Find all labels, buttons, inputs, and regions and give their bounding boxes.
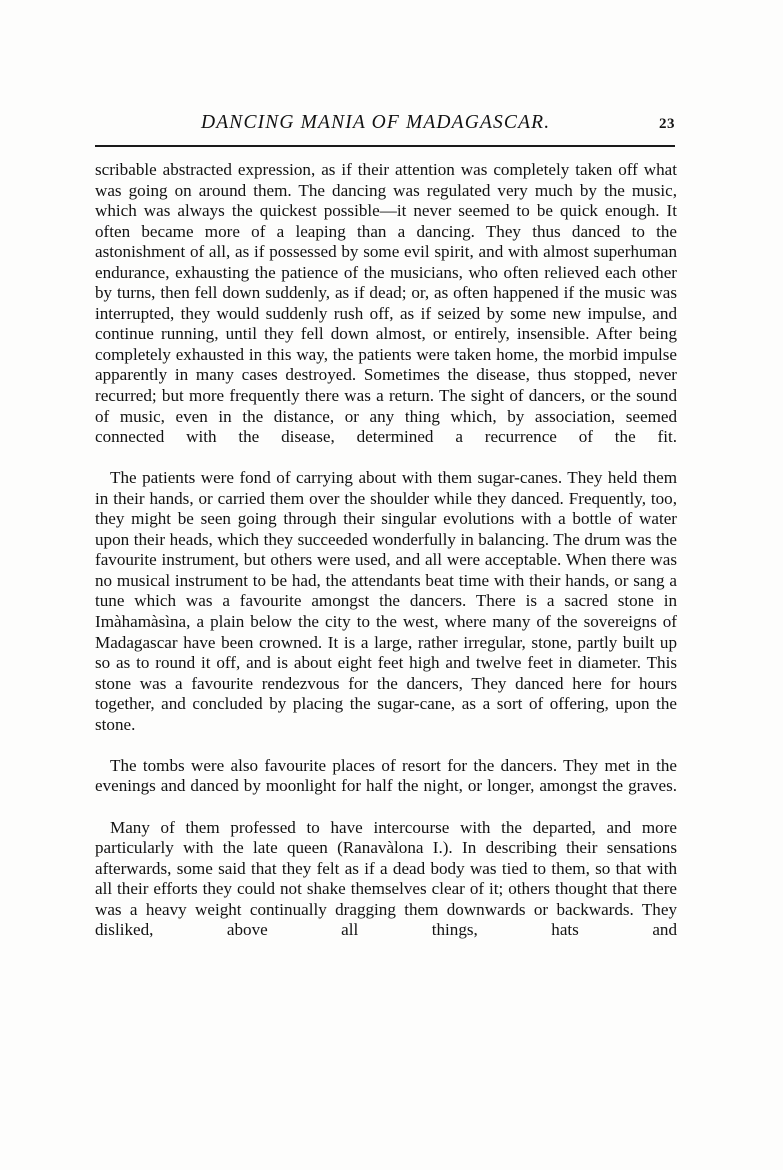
page-header [95,112,677,147]
header-row [95,112,677,138]
page-number: 23 [659,116,675,132]
body-text-block [95,160,677,961]
paragraph: scribable abstracted expression, as if their attention was completely taken off what was going on around them. The dancing was regulated very much by the music, which was always the quickest possible—it never seemed to be quick enough. It often became more of a leaping than a dancing. They thus danced to the astonishment of all, as if possessed by some evil spirit, and with almost superhuman endurance, exhausting the patience of the musicians, who often relieved each other by turns, then fell down suddenly, as if dead; or, as often happened if the music was interrupted, they would suddenly rush off, as if seized by some new impulse, and continue running, until they fell down almost, or entirely, insensible. After being completely exhausted in this way, the patients were taken home, the morbid impulse apparently in many cases destroyed. Sometimes the disease, thus stopped, never recurred; but more frequently there was a return. The sight of dancers, or the sound of music, even in the distance, or any thing which, by association, seemed connected with the disease, determined a recurrence of the fit. [95,160,677,447]
paragraph: The patients were fond of carrying about with them sugar-canes. They held them in their hands, or carried them over the shoulder while they danced. Frequently, too, they might be seen going through their singular evolutions with a bottle of water upon their heads, which they succeeded wonderfully in balancing. The drum was the favourite instrument, but others were used, and all were acceptable. When there was no musical instrument to be had, the attendants beat time with their hands, or sang a tune which was a favourite amongst the dancers. There is a sacred stone in Imàhamàsìna, a plain below the city to the west, where many of the sovereigns of Madagascar have been crowned. It is a large, rather irregular, stone, partly built up so as to round it off, and is about eight feet high and twelve feet in diameter. This stone was a favourite rendezvous for the dancers, They danced here for hours together, and concluded by placing the sugar-cane, as a sort of offering, upon the stone. [95,468,677,734]
header-rule [95,145,675,147]
paragraph: Many of them professed to have intercourse with the departed, and more particularly with the late queen (Ranavàlona I.). In describing their sensations afterwards, some said that they felt as if a dead body was tied to them, so that with all their efforts they could not shake themselves clear of it; others thought that there was a heavy weight continually dragging them downwards or backwards. They disliked, above all things, hats and [95,817,677,940]
running-head-title: DANCING MANIA OF MADAGASCAR. [201,112,551,133]
paragraph: The tombs were also favourite places of resort for the dancers. They met in the evenings and danced by moonlight for half the night, or longer, amongst the graves. [95,755,677,796]
